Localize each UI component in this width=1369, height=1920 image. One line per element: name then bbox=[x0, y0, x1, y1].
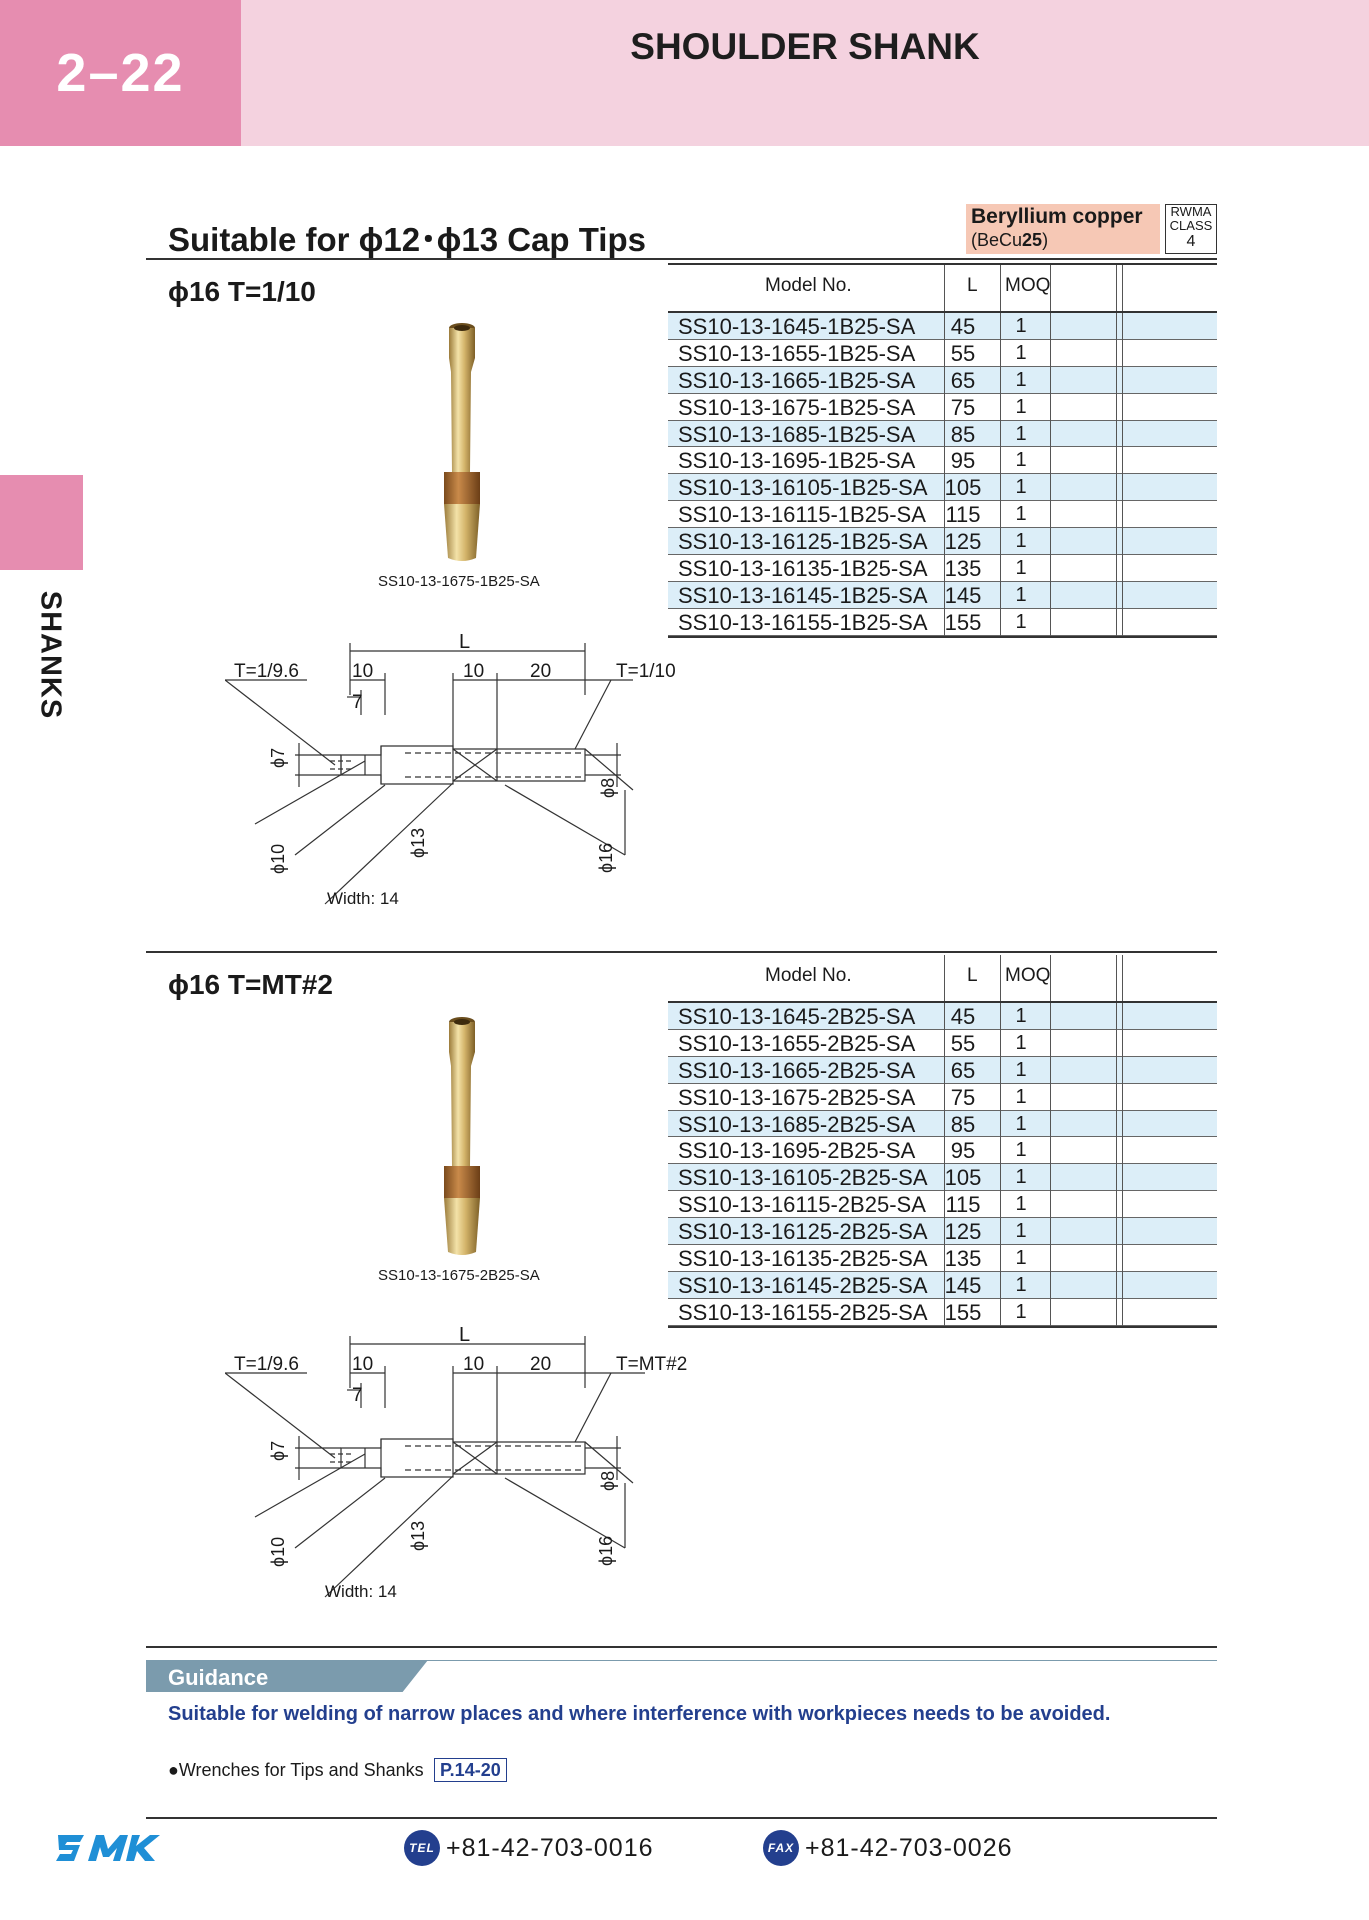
cell-moq: 1 bbox=[1015, 315, 1027, 337]
cell-moq: 1 bbox=[1015, 1031, 1027, 1054]
dia-16-label: ϕ16 bbox=[596, 842, 616, 873]
col-divider bbox=[1000, 1003, 1001, 1326]
subtitle-rule bbox=[146, 258, 1217, 260]
dia-13-label: ϕ13 bbox=[408, 827, 428, 858]
cell-model: SS10-13-1675-2B25-SA bbox=[678, 1084, 916, 1110]
header-moq: MOQ bbox=[1005, 965, 1051, 986]
dia-7-label: ϕ7 bbox=[268, 1440, 288, 1461]
col-divider bbox=[1122, 265, 1123, 311]
cell-model: SS10-13-16115-1B25-SA bbox=[678, 502, 926, 528]
taper-left-label: T=1/9.6 bbox=[234, 1354, 299, 1375]
col-divider bbox=[1000, 313, 1001, 636]
page-number: 2–22 bbox=[0, 0, 241, 146]
table-row bbox=[668, 1030, 1217, 1057]
cell-moq: 1 bbox=[1015, 476, 1027, 499]
cell-l: 45 bbox=[950, 314, 976, 339]
cell-model: SS10-13-1675-1B25-SA bbox=[678, 394, 916, 420]
col-divider bbox=[944, 265, 945, 311]
page-title-text: SHOULDER SHANK bbox=[630, 26, 980, 67]
rwma-class-value: 4 bbox=[1186, 233, 1196, 250]
table-body bbox=[668, 1001, 1217, 1328]
cell-moq: 1 bbox=[1015, 530, 1027, 553]
col-divider bbox=[944, 313, 945, 636]
dim-7: 7 bbox=[352, 692, 363, 713]
col-divider bbox=[1000, 265, 1001, 311]
cell-l: 65 bbox=[950, 1057, 976, 1083]
cell-l: 75 bbox=[950, 1084, 976, 1110]
col-divider bbox=[944, 1003, 945, 1326]
col-divider bbox=[1050, 1003, 1051, 1326]
cell-l: 115 bbox=[945, 1192, 981, 1218]
table-row bbox=[668, 367, 1217, 394]
table-row bbox=[668, 474, 1217, 501]
material-name: Beryllium copper bbox=[971, 205, 1143, 228]
width-label: Width: 14 bbox=[325, 1582, 397, 1601]
dim-10a: 10 bbox=[352, 1354, 374, 1375]
cell-model: SS10-13-16115-2B25-SA bbox=[678, 1192, 926, 1218]
cell-model: SS10-13-16145-1B25-SA bbox=[678, 582, 928, 608]
cell-moq: 1 bbox=[1015, 1220, 1027, 1243]
rwma-class-box bbox=[1165, 204, 1217, 254]
col-divider bbox=[1116, 265, 1117, 311]
cell-model: SS10-13-1645-2B25-SA bbox=[678, 1004, 916, 1029]
cell-l: 125 bbox=[944, 1219, 982, 1245]
col-divider bbox=[1000, 955, 1001, 1001]
col-divider bbox=[1116, 1003, 1117, 1326]
dim-20: 20 bbox=[530, 661, 552, 682]
cell-model: SS10-13-16135-2B25-SA bbox=[678, 1246, 928, 1272]
cell-l: 145 bbox=[944, 1272, 982, 1298]
material-code bbox=[971, 230, 1048, 251]
class-label: CLASS bbox=[1169, 218, 1213, 233]
dim-10b: 10 bbox=[463, 661, 485, 682]
cell-model: SS10-13-1655-1B25-SA bbox=[678, 340, 916, 366]
table-row bbox=[668, 1003, 1217, 1030]
fax-number: +81-42-703-0026 bbox=[805, 1833, 1013, 1862]
guidance-label: Guidance bbox=[168, 1665, 269, 1690]
header-moq: MOQ bbox=[1005, 275, 1051, 296]
cell-model: SS10-13-1645-1B25-SA bbox=[678, 314, 916, 339]
footer-rule bbox=[146, 1817, 1217, 1819]
cell-moq: 1 bbox=[1015, 557, 1027, 580]
side-label bbox=[24, 585, 76, 725]
cell-moq: 1 bbox=[1015, 610, 1027, 633]
col-divider bbox=[944, 955, 945, 1001]
bullet-icon: ● bbox=[168, 1760, 179, 1780]
dia-8-label: ϕ8 bbox=[598, 1470, 618, 1491]
cell-l: 105 bbox=[944, 475, 982, 501]
table-row bbox=[668, 1057, 1217, 1084]
smk-logo-icon bbox=[56, 1833, 160, 1863]
cell-moq: 1 bbox=[1015, 1058, 1027, 1081]
table-row bbox=[668, 1084, 1217, 1111]
shank-product-image bbox=[430, 1016, 494, 1258]
dim-l: L bbox=[459, 631, 471, 653]
dim-l: L bbox=[459, 1324, 471, 1346]
rwma-label: RWMA bbox=[1170, 204, 1212, 219]
cell-moq: 1 bbox=[1015, 1139, 1027, 1162]
shank-product-image bbox=[430, 322, 494, 564]
cell-l: 145 bbox=[944, 582, 982, 608]
dia-13-label: ϕ13 bbox=[408, 1520, 428, 1551]
page-title bbox=[241, 0, 1369, 192]
cell-l: 65 bbox=[950, 367, 976, 393]
material-code-suffix: ) bbox=[1042, 230, 1049, 250]
cell-l: 135 bbox=[944, 556, 982, 582]
cell-moq: 1 bbox=[1015, 1193, 1027, 1216]
section-2-title: ϕ16 T=MT#2 bbox=[168, 969, 333, 1000]
cell-moq: 1 bbox=[1015, 368, 1027, 391]
tel-contact bbox=[404, 1828, 654, 1868]
table-row bbox=[668, 1164, 1217, 1191]
dia-10-label: ϕ10 bbox=[268, 843, 288, 874]
cell-moq: 1 bbox=[1015, 503, 1027, 526]
header-model: Model No. bbox=[765, 965, 852, 986]
table-header bbox=[668, 955, 1217, 1001]
reference-line bbox=[168, 1760, 424, 1781]
header-l: L bbox=[967, 965, 978, 986]
cell-moq: 1 bbox=[1015, 1273, 1027, 1296]
guidance-rule bbox=[146, 1646, 1217, 1648]
cell-moq: 1 bbox=[1015, 422, 1027, 445]
cell-l: 155 bbox=[944, 1299, 982, 1325]
side-tab bbox=[0, 475, 83, 570]
reference-text: Wrenches for Tips and Shanks bbox=[178, 1760, 424, 1780]
table-row bbox=[668, 555, 1217, 582]
cell-moq: 1 bbox=[1015, 583, 1027, 606]
tel-icon: TEL bbox=[404, 1830, 440, 1866]
col-divider bbox=[1050, 265, 1051, 311]
cell-l: 105 bbox=[944, 1165, 982, 1191]
cell-l: 95 bbox=[950, 1138, 976, 1164]
dia-8-label: ϕ8 bbox=[598, 777, 618, 798]
table-row bbox=[668, 1299, 1217, 1326]
table-row bbox=[668, 501, 1217, 528]
image-caption: SS10-13-1675-1B25-SA bbox=[378, 573, 540, 590]
table-row bbox=[668, 340, 1217, 367]
cell-model: SS10-13-16135-1B25-SA bbox=[678, 556, 928, 582]
table-row bbox=[668, 1137, 1217, 1164]
cell-model: SS10-13-1685-2B25-SA bbox=[678, 1111, 916, 1137]
table-body bbox=[668, 311, 1217, 638]
fax-contact bbox=[763, 1828, 1013, 1868]
dia-10-label: ϕ10 bbox=[268, 1536, 288, 1567]
page-reference-link[interactable]: P.14-20 bbox=[434, 1758, 507, 1782]
table-row bbox=[668, 421, 1217, 448]
table-row bbox=[668, 1218, 1217, 1245]
subtitle: Suitable for ϕ12･ϕ13 Cap Tips bbox=[168, 221, 646, 258]
col-divider bbox=[1116, 313, 1117, 636]
table-row bbox=[668, 1272, 1217, 1299]
cell-moq: 1 bbox=[1015, 395, 1027, 418]
cell-l: 95 bbox=[950, 448, 976, 474]
dim-10b: 10 bbox=[463, 1354, 485, 1375]
dim-20: 20 bbox=[530, 1354, 552, 1375]
cell-model: SS10-13-1695-2B25-SA bbox=[678, 1138, 916, 1164]
taper-right-label: T=MT#2 bbox=[616, 1354, 688, 1375]
cell-model: SS10-13-1655-2B25-SA bbox=[678, 1030, 916, 1056]
section-2-table bbox=[668, 955, 1217, 1328]
dia-16-label: ϕ16 bbox=[596, 1535, 616, 1566]
cell-moq: 1 bbox=[1015, 1112, 1027, 1135]
table-row bbox=[668, 1245, 1217, 1272]
cell-l: 55 bbox=[950, 1030, 976, 1056]
cell-model: SS10-13-16155-1B25-SA bbox=[678, 609, 928, 635]
table-row bbox=[668, 394, 1217, 421]
table-row bbox=[668, 1191, 1217, 1218]
guidance-text: Suitable for welding of narrow places and where interference with workpieces needs to be avoided. bbox=[168, 1703, 1111, 1725]
cell-model: SS10-13-1695-1B25-SA bbox=[678, 448, 916, 474]
col-divider bbox=[1116, 955, 1117, 1001]
cell-l: 85 bbox=[950, 1111, 976, 1137]
cell-model: SS10-13-16105-2B25-SA bbox=[678, 1165, 928, 1191]
tel-number: +81-42-703-0016 bbox=[446, 1833, 654, 1862]
material-code-number: 25 bbox=[1022, 230, 1043, 250]
dia-7-label: ϕ7 bbox=[268, 747, 288, 768]
section-divider bbox=[146, 951, 1217, 953]
dim-7: 7 bbox=[352, 1385, 363, 1406]
width-label: Width: 14 bbox=[327, 889, 399, 908]
cell-model: SS10-13-16125-1B25-SA bbox=[678, 529, 928, 555]
table-row bbox=[668, 447, 1217, 474]
section-1-table bbox=[668, 263, 1217, 638]
cell-l: 135 bbox=[944, 1246, 982, 1272]
cell-moq: 1 bbox=[1015, 1166, 1027, 1189]
cell-moq: 1 bbox=[1015, 1005, 1027, 1027]
cell-moq: 1 bbox=[1015, 1247, 1027, 1270]
side-label-text: SHANKS bbox=[34, 590, 67, 720]
col-divider bbox=[1050, 313, 1051, 636]
table-row bbox=[668, 313, 1217, 340]
taper-left-label: T=1/9.6 bbox=[234, 661, 299, 682]
cell-moq: 1 bbox=[1015, 341, 1027, 364]
cell-l: 55 bbox=[950, 340, 976, 366]
col-divider bbox=[1122, 955, 1123, 1001]
cell-moq: 1 bbox=[1015, 1300, 1027, 1323]
cell-moq: 1 bbox=[1015, 1085, 1027, 1108]
cell-model: SS10-13-1665-2B25-SA bbox=[678, 1057, 916, 1083]
cell-l: 115 bbox=[945, 502, 981, 528]
fax-icon: FAX bbox=[763, 1830, 799, 1866]
cell-model: SS10-13-16125-2B25-SA bbox=[678, 1219, 928, 1245]
table-row bbox=[668, 582, 1217, 609]
taper-right-label: T=1/10 bbox=[616, 661, 676, 682]
table-row bbox=[668, 609, 1217, 636]
material-code-prefix: (BeCu bbox=[971, 230, 1023, 250]
cell-l: 125 bbox=[944, 529, 982, 555]
cell-model: SS10-13-1665-1B25-SA bbox=[678, 367, 916, 393]
section-1-title: ϕ16 T=1/10 bbox=[168, 276, 316, 307]
cell-l: 45 bbox=[950, 1004, 976, 1029]
col-divider bbox=[1122, 1003, 1123, 1326]
image-caption: SS10-13-1675-2B25-SA bbox=[378, 1267, 540, 1284]
cell-model: SS10-13-16145-2B25-SA bbox=[678, 1272, 928, 1298]
cell-model: SS10-13-1685-1B25-SA bbox=[678, 421, 916, 447]
col-divider bbox=[1122, 313, 1123, 636]
table-header bbox=[668, 263, 1217, 311]
cell-l: 75 bbox=[950, 394, 976, 420]
header-l: L bbox=[967, 275, 978, 296]
header-model: Model No. bbox=[765, 275, 852, 296]
table-row bbox=[668, 528, 1217, 555]
cell-moq: 1 bbox=[1015, 449, 1027, 472]
table-row bbox=[668, 1111, 1217, 1138]
col-divider bbox=[1050, 955, 1051, 1001]
cell-l: 155 bbox=[944, 609, 982, 635]
cell-l: 85 bbox=[950, 421, 976, 447]
dim-10a: 10 bbox=[352, 661, 374, 682]
cell-model: SS10-13-16105-1B25-SA bbox=[678, 475, 928, 501]
cell-model: SS10-13-16155-2B25-SA bbox=[678, 1299, 928, 1325]
